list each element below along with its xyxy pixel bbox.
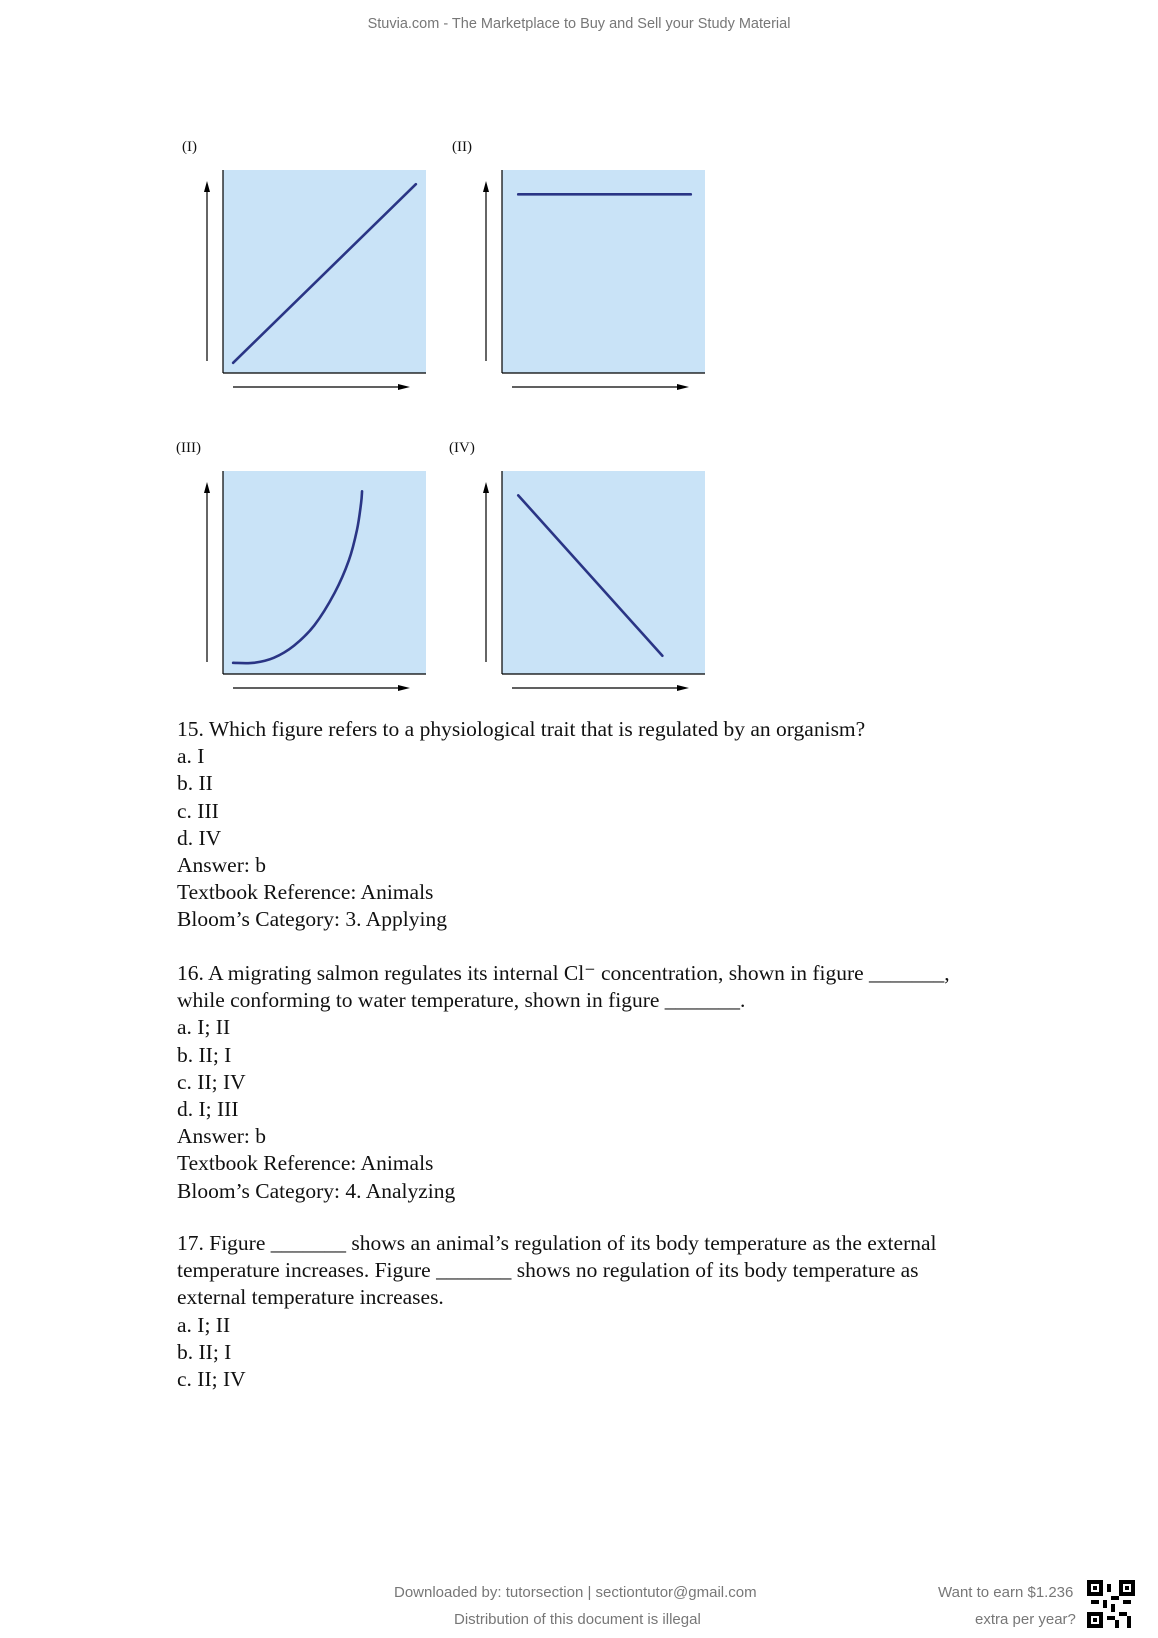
plot-area	[223, 471, 426, 674]
graph-panel-4	[479, 466, 719, 706]
graph-panel-1	[200, 165, 440, 405]
question-17	[177, 1230, 1077, 1393]
qr-code-icon[interactable]	[1087, 1580, 1135, 1628]
question-line: c. II; IV	[177, 1367, 246, 1392]
question-line: Answer: b	[177, 853, 266, 878]
graph-panel-2	[479, 165, 719, 405]
panel-label-2: (II)	[452, 139, 472, 155]
panel-label-1: (I)	[182, 139, 197, 155]
question-line: b. II	[177, 771, 213, 796]
question-line: while conforming to water temperature, shown in figure _______.	[177, 988, 746, 1013]
question-line: c. II; IV	[177, 1069, 246, 1094]
footer-distribution: Distribution of this document is illegal	[454, 1611, 701, 1628]
x-arrow-head-icon	[677, 685, 689, 691]
panel-label-4: (IV)	[449, 440, 475, 456]
x-arrow-head-icon	[398, 384, 410, 390]
question-text: 17. Figure _______ shows an animal’s regulation of its body temperature as the external	[177, 1231, 937, 1255]
question-line: Textbook Reference: Animals	[177, 1151, 434, 1176]
question-line: Bloom’s Category: 3. Applying	[177, 907, 447, 932]
question-16	[177, 960, 1077, 1205]
question-line: d. I; III	[177, 1097, 239, 1122]
question-line: Bloom’s Category: 4. Analyzing	[177, 1178, 456, 1203]
question-line: c. III	[177, 798, 219, 823]
question-line: temperature increases. Figure _______ shows no regulation of its body temperature as	[177, 1258, 919, 1283]
page-header: Stuvia.com - The Marketplace to Buy and Sell your Study Material	[367, 16, 791, 32]
question-line: a. I	[177, 744, 205, 769]
graph-panel-3	[200, 466, 440, 706]
question-text: 16. A migrating salmon regulates its internal Cl⁻ concentration, shown in figure _______,	[177, 961, 950, 985]
plot-area	[502, 170, 705, 373]
question-line: external temperature increases.	[177, 1285, 444, 1310]
question-line: a. I; II	[177, 1312, 231, 1337]
y-arrow-head-icon	[483, 181, 489, 192]
plot-area	[502, 471, 705, 674]
x-arrow-head-icon	[398, 685, 410, 691]
question-line: a. I; II	[177, 1015, 231, 1040]
question-line: b. II; I	[177, 1339, 232, 1364]
y-arrow-head-icon	[204, 482, 210, 493]
footer-downloaded: Downloaded by: tutorsection | sectiontutor@gmail.com	[394, 1584, 757, 1601]
x-arrow-head-icon	[677, 384, 689, 390]
y-arrow-head-icon	[204, 181, 210, 192]
question-text: 15. Which figure refers to a physiological trait that is regulated by an organism?	[177, 717, 866, 741]
panel-label-3: (III)	[176, 440, 201, 456]
footer-earn-link[interactable]: Want to earn $1.236	[938, 1584, 1074, 1601]
question-line: Textbook Reference: Animals	[177, 880, 434, 905]
question-15	[177, 716, 1077, 934]
question-line: d. IV	[177, 825, 222, 850]
footer-earn-link-2[interactable]: extra per year?	[975, 1611, 1076, 1628]
y-arrow-head-icon	[483, 482, 489, 493]
question-line: b. II; I	[177, 1042, 232, 1067]
question-line: Answer: b	[177, 1124, 266, 1149]
